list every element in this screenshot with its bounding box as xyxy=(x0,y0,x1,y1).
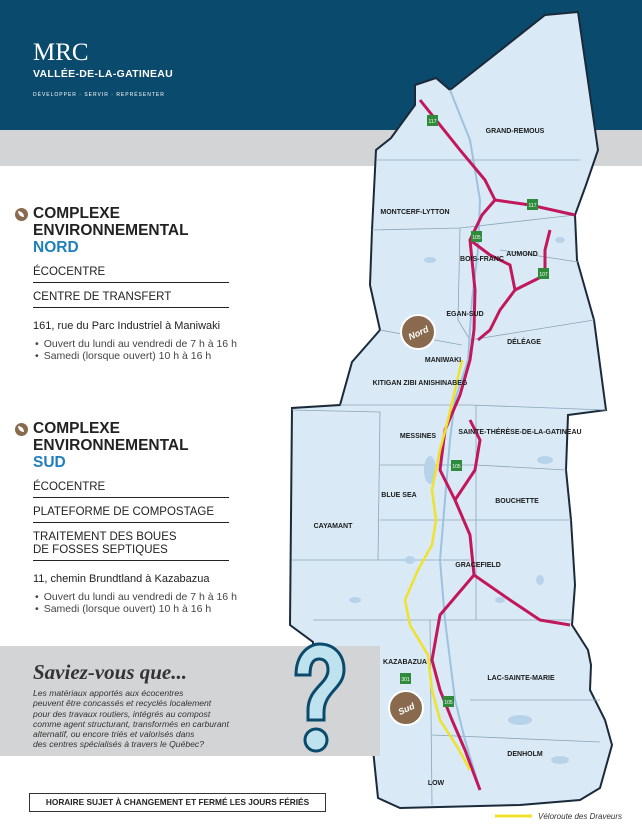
svg-text:107: 107 xyxy=(539,272,548,278)
label-kazabazua: KAZABAZUA xyxy=(383,659,427,666)
sud-hours-weekday: • Ouvert du lundi au vendredi de 7 h à 16 h xyxy=(35,591,237,603)
saviez-line: peuvent être concassés et recyclés localement xyxy=(33,698,212,709)
saviez-line: des centres spécialisés à travers le Québec? xyxy=(33,739,205,750)
complexe-nord xyxy=(15,205,237,362)
svg-text:117: 117 xyxy=(528,203,537,209)
label-kitigan-zibi: KITIGAN ZIBI ANISHINABEG xyxy=(372,380,468,387)
nord-service: ÉCOCENTRE xyxy=(33,266,229,283)
route-shield xyxy=(427,115,438,126)
leaf-icon xyxy=(15,208,28,221)
svg-text:117: 117 xyxy=(428,119,437,125)
label-montcerf-lytton: MONTCERF-LYTTON xyxy=(380,209,450,216)
svg-text:Sud: Sud xyxy=(396,700,417,718)
sud-service: TRAITEMENT DES BOUES xyxy=(33,531,177,543)
svg-text:105: 105 xyxy=(452,464,461,470)
route-shield xyxy=(443,696,454,707)
marker-sud[interactable] xyxy=(389,691,423,725)
label-maniwaki: MANIWAKI xyxy=(424,357,462,364)
nord-hours xyxy=(35,338,237,362)
label-cayamant: CAYAMANT xyxy=(313,523,353,530)
schedule-notice: HORAIRE SUJET À CHANGEMENT ET FERMÉ LES JOURS FÉRIÉS xyxy=(29,793,326,812)
sud-service: DE FOSSES SEPTIQUES xyxy=(33,544,229,561)
nord-hours-weekday: • Ouvert du lundi au vendredi de 7 h à 16 h xyxy=(35,338,237,350)
label-gracefield: GRACEFIELD xyxy=(455,562,501,569)
nord-service: CENTRE DE TRANSFERT xyxy=(33,291,229,308)
route-shield xyxy=(538,268,549,279)
label-messines: MESSINES xyxy=(399,433,437,440)
logo-mrc: MRC xyxy=(33,39,89,66)
label-bouchette: BOUCHETTE xyxy=(495,498,539,505)
complexe-sud xyxy=(15,420,237,615)
legend-veloroute-label: Véloroute des Draveurs xyxy=(538,812,623,821)
label-denholm: DENHOLM xyxy=(507,751,543,758)
label-low: LOW xyxy=(427,780,445,787)
sud-title-line1: COMPLEXE xyxy=(33,420,120,437)
saviez-text xyxy=(33,688,268,750)
label-lac-sainte-marie: LAC-SAINTE-MARIE xyxy=(487,675,555,682)
map-legend xyxy=(495,812,622,821)
sud-address: 11, chemin Brundtland à Kazabazua xyxy=(33,573,210,585)
route-shield xyxy=(451,460,462,471)
route-shield xyxy=(400,673,411,684)
label-deleage: DÉLÉAGE xyxy=(507,339,541,346)
marker-nord[interactable] xyxy=(401,315,435,349)
logo-name: VALLÉE-DE-LA-GATINEAU xyxy=(33,68,174,80)
sud-service: PLATEFORME DE COMPOSTAGE xyxy=(33,506,229,523)
sud-hours-saturday: • Samedi (lorsque ouvert) 10 h à 16 h xyxy=(35,603,237,615)
label-grand-remous: GRAND-REMOUS xyxy=(485,128,545,135)
svg-text:105: 105 xyxy=(472,235,481,241)
logo-tagline: DÉVELOPPER · SERVIR · REPRÉSENTER xyxy=(33,92,165,98)
svg-text:301: 301 xyxy=(401,677,410,683)
label-egan-sud: EGAN-SUD xyxy=(446,311,484,318)
label-sainte-therese: SAINTE-THÉRÈSE-DE-LA-GATINEAU xyxy=(458,429,582,436)
sud-title-line2: ENVIRONNEMENTAL xyxy=(33,437,189,454)
sud-service: ÉCOCENTRE xyxy=(33,481,229,498)
saviez-title: Saviez-vous que... xyxy=(33,660,187,684)
nord-hours-saturday: • Samedi (lorsque ouvert) 10 h à 16 h xyxy=(35,350,237,362)
saviez-line: pour des travaux routiers, intégrés au compost xyxy=(33,708,211,719)
nord-region: NORD xyxy=(33,239,79,256)
nord-address: 161, rue du Parc Industriel à Maniwaki xyxy=(33,320,221,332)
saviez-line: alternatif, ou encore triés et valorisés dans xyxy=(33,729,195,740)
saviez-line: Les matériaux apportés aux écocentres xyxy=(33,688,184,698)
svg-text:Nord: Nord xyxy=(406,323,431,342)
label-blue-sea: BLUE SEA xyxy=(381,492,417,499)
route-shield xyxy=(471,231,482,242)
label-bois-franc: BOIS-FRANC xyxy=(460,256,504,263)
sud-region: SUD xyxy=(33,454,66,471)
saviez-line: comme agent structurant, transformés en carburant xyxy=(33,718,229,729)
nord-title-line2: ENVIRONNEMENTAL xyxy=(33,222,189,239)
question-mark-icon xyxy=(286,640,348,760)
svg-text:105: 105 xyxy=(444,700,453,706)
nord-title-line1: COMPLEXE xyxy=(33,205,120,222)
sud-hours xyxy=(35,591,237,615)
route-shield xyxy=(527,199,538,210)
label-aumond: AUMOND xyxy=(506,251,538,258)
leaf-icon xyxy=(15,423,28,436)
